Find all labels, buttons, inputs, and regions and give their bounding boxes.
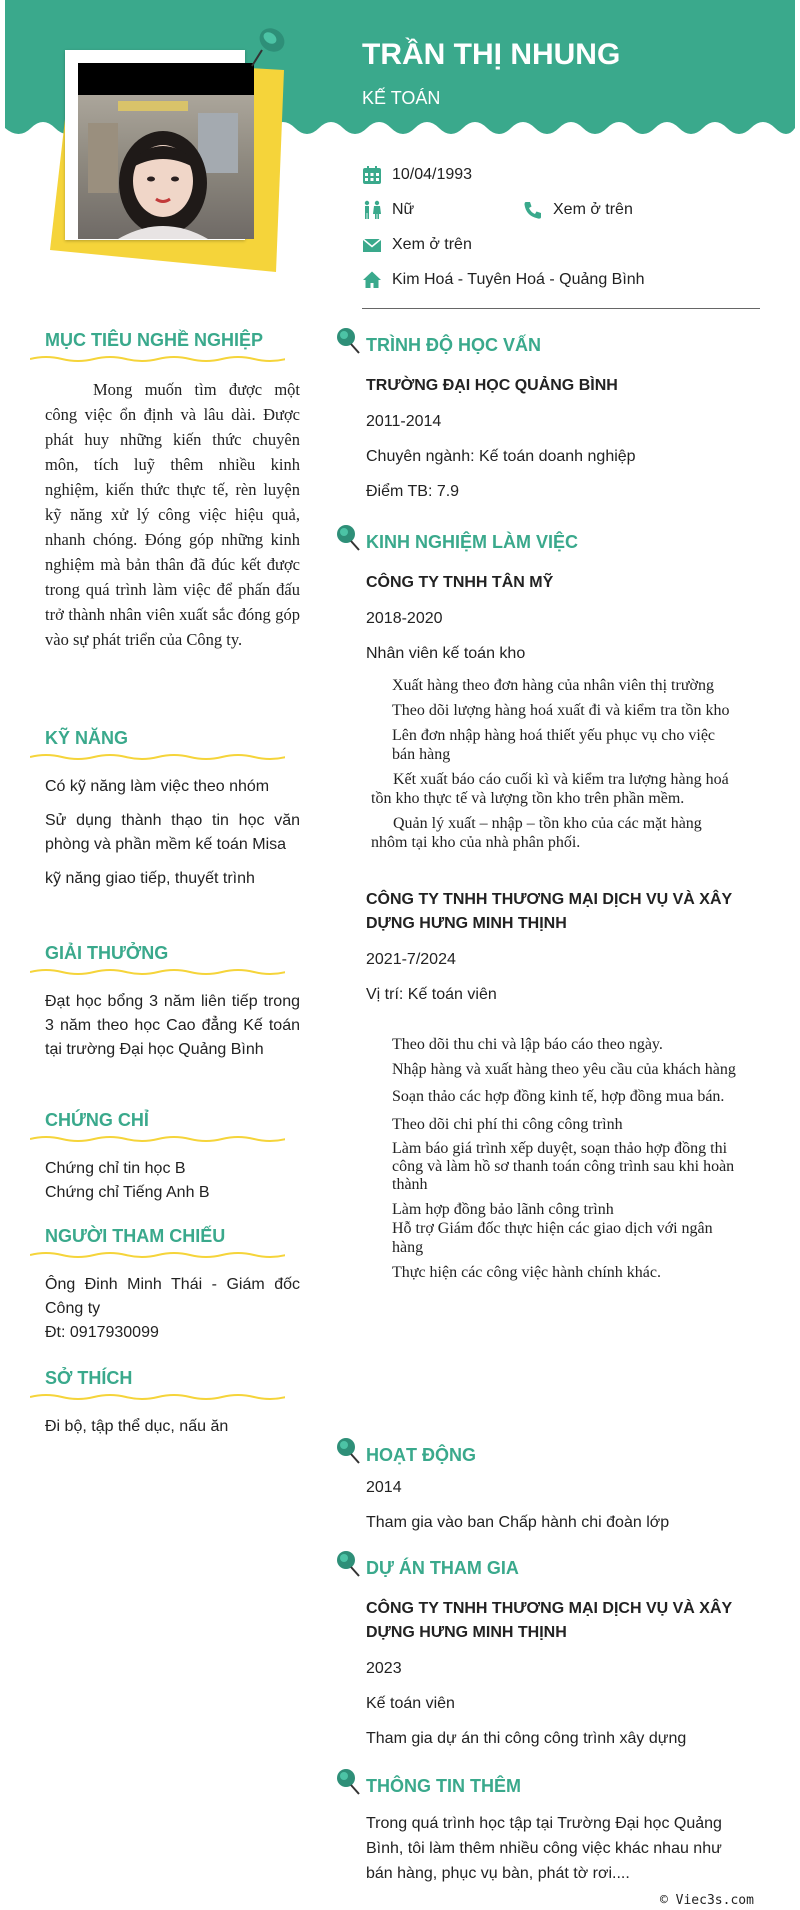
additional-section	[333, 1771, 773, 1886]
wave-divider	[30, 1251, 285, 1259]
skill-item: kỹ năng giao tiếp, thuyết trình	[45, 870, 255, 887]
activity-text: Tham gia vào ban Chấp hành chi đoàn lớp	[366, 1514, 670, 1531]
activities-section	[333, 1440, 773, 1535]
portrait-photo	[78, 63, 254, 239]
job-period: 2021-7/2024	[366, 951, 456, 968]
job-task: Kết xuất báo cáo cuối kì và kiểm tra lượng hàng hoá tồn kho thực tế và lượng tồn kho trên phần mềm.	[371, 771, 729, 807]
additional-text: Trong quá trình học tập tại Trường Đại học Quảng Bình, tôi làm thêm nhiều công việc khác nhau như bán hàng, phục vụ bàn, phát tờ rơi....	[366, 1815, 722, 1882]
certificates-section	[30, 1110, 300, 1205]
job-task: Xuất hàng theo đơn hàng của nhân viên thị trường	[392, 677, 714, 694]
hobbies-title: SỞ THÍCH	[45, 1368, 133, 1388]
projects-section	[333, 1553, 773, 1751]
wave-divider	[30, 355, 285, 363]
job-entry	[333, 888, 773, 1282]
job-task: Quản lý xuất – nhập – tồn kho của các mặt hàng nhôm tại kho của nhà phân phối.	[371, 815, 702, 851]
experience-title: KINH NGHIỆM LÀM VIỆC	[366, 532, 579, 552]
reference-line: Đt: 0917930099	[45, 1324, 159, 1341]
project-text: Tham gia dự án thi công công trình xây dựng	[366, 1730, 687, 1747]
education-section	[333, 330, 773, 504]
activity-year: 2014	[366, 1479, 402, 1496]
home-icon	[362, 270, 382, 290]
job-task: Theo dõi thu chi và lập báo cáo theo ngày.	[392, 1036, 663, 1053]
wave-divider	[30, 1393, 285, 1401]
phone-value: Xem ở trên	[553, 201, 633, 218]
job-period: 2018-2020	[366, 610, 443, 627]
project-company: CÔNG TY TNHH THƯƠNG MẠI DỊCH VỤ VÀ XÂY DỰNG HƯNG MINH THỊNH	[366, 1600, 732, 1641]
wave-divider	[30, 1135, 285, 1143]
projects-title: DỰ ÁN THAM GIA	[366, 1558, 519, 1578]
awards-text: Đạt học bổng 3 năm liên tiếp trong 3 năm theo học Cao đẳng Kế toán tại trường Đại học Quảng Bình	[45, 993, 300, 1058]
contact-address	[362, 270, 645, 290]
hobbies-text: Đi bộ, tập thể dục, nấu ăn	[45, 1418, 229, 1435]
pin-icon	[333, 1436, 361, 1466]
contact-divider	[362, 308, 760, 309]
candidate-name: TRẦN THỊ NHUNG	[362, 38, 621, 71]
experience-section	[333, 527, 773, 1288]
address-value: Kim Hoá - Tuyên Hoá - Quảng Bình	[392, 271, 645, 288]
email-icon	[362, 235, 382, 255]
contact-gender	[362, 200, 414, 220]
footer-credit: © Viec3s.com	[660, 1893, 754, 1908]
job-title: KẾ TOÁN	[362, 88, 441, 108]
job-company: CÔNG TY TNHH THƯƠNG MẠI DỊCH VỤ VÀ XÂY DỰNG HƯNG MINH THỊNH	[366, 891, 732, 932]
job-task: Làm báo giá trình xếp duyệt, soạn thảo hợp đồng thi công và làm hồ sơ thanh toán công trình sau khi hoàn thành	[392, 1140, 735, 1193]
job-role: Vị trí: Kế toán viên	[366, 986, 497, 1003]
skill-item: Sử dụng thành thạo tin học văn phòng và phần mềm kế toán Misa	[45, 812, 300, 853]
pin-icon	[333, 1767, 361, 1797]
project-role: Kế toán viên	[366, 1695, 455, 1712]
phone-icon	[523, 200, 543, 220]
pin-icon	[246, 24, 290, 72]
wave-divider	[30, 753, 285, 761]
education-period: 2011-2014	[366, 413, 442, 430]
job-task: Theo dõi lượng hàng hoá xuất đi và kiểm tra tồn kho	[392, 702, 730, 719]
objective-section	[30, 330, 300, 652]
objective-title: MỤC TIÊU NGHỀ NGHIỆP	[45, 330, 264, 350]
job-task: Lên đơn nhập hàng hoá thiết yếu phục vụ cho việc bán hàng	[392, 727, 716, 763]
additional-title: THÔNG TIN THÊM	[366, 1776, 521, 1796]
education-major: Chuyên ngành: Kế toán doanh nghiệp	[366, 448, 636, 465]
awards-section	[30, 943, 300, 1062]
job-task: Nhập hàng và xuất hàng theo yêu cầu của khách hàng	[392, 1061, 736, 1078]
job-task: Theo dõi chi phí thi công công trình	[392, 1116, 623, 1133]
contact-phone	[523, 200, 633, 220]
skills-title: KỸ NĂNG	[45, 728, 129, 748]
contact-dob	[362, 165, 472, 185]
hobbies-section	[30, 1368, 300, 1439]
references-title: NGƯỜI THAM CHIẾU	[45, 1226, 226, 1246]
job-task: Thực hiện các công việc hành chính khác.	[392, 1264, 661, 1281]
education-title: TRÌNH ĐỘ HỌC VẤN	[366, 335, 541, 355]
pin-icon	[333, 1549, 361, 1579]
school-name: TRƯỜNG ĐẠI HỌC QUẢNG BÌNH	[366, 377, 618, 394]
project-year: 2023	[366, 1660, 402, 1677]
skills-section	[30, 728, 300, 891]
dob-value: 10/04/1993	[392, 166, 473, 183]
certificate-item: Chứng chỉ Tiếng Anh B	[45, 1184, 210, 1201]
email-value: Xem ở trên	[392, 236, 472, 253]
skill-item: Có kỹ năng làm việc theo nhóm	[45, 778, 270, 795]
contact-email	[362, 235, 472, 255]
activities-title: HOẠT ĐỘNG	[366, 1445, 476, 1465]
job-company: CÔNG TY TNHH TÂN MỸ	[366, 574, 554, 591]
gender-icon	[362, 200, 382, 220]
certificates-title: CHỨNG CHỈ	[45, 1110, 149, 1130]
certificate-item: Chứng chỉ tin học B	[45, 1160, 186, 1177]
reference-line: Ông Đinh Minh Thái - Giám đốc Công ty	[45, 1276, 300, 1317]
job-role: Nhân viên kế toán kho	[366, 645, 526, 662]
job-task: Làm hợp đồng bảo lãnh công trình	[392, 1201, 614, 1218]
job-task: Soạn thảo các hợp đồng kinh tế, hợp đồng mua bán.	[392, 1088, 725, 1105]
job-entry	[333, 571, 773, 852]
awards-title: GIẢI THƯỞNG	[45, 943, 169, 963]
education-gpa: Điểm TB: 7.9	[366, 483, 460, 500]
references-section	[30, 1226, 300, 1345]
calendar-icon	[362, 165, 382, 185]
gender-value: Nữ	[392, 201, 415, 218]
pin-icon	[333, 326, 361, 356]
objective-text: Mong muốn tìm được một công việc ổn định và lâu dài. Được phát huy những kiến thức chuyên môn, tích luỹ thêm nhiều kinh nghiệm, kiến thức thực tế, rèn luyện kỹ năng xử lý công việc hiệu quả, nhanh chóng. Đóng góp những kinh nghiệm mà bản thân đã đúc kết được trong quá trình làm việc để phấn đấu trở thành nhân viên xuất sắc đóng góp vào sự phát triển của Công ty.	[45, 380, 300, 649]
wave-divider	[30, 968, 285, 976]
job-task: Hỗ trợ Giám đốc thực hiện các giao dịch với ngân hàng	[392, 1220, 713, 1256]
pin-icon	[333, 523, 361, 553]
